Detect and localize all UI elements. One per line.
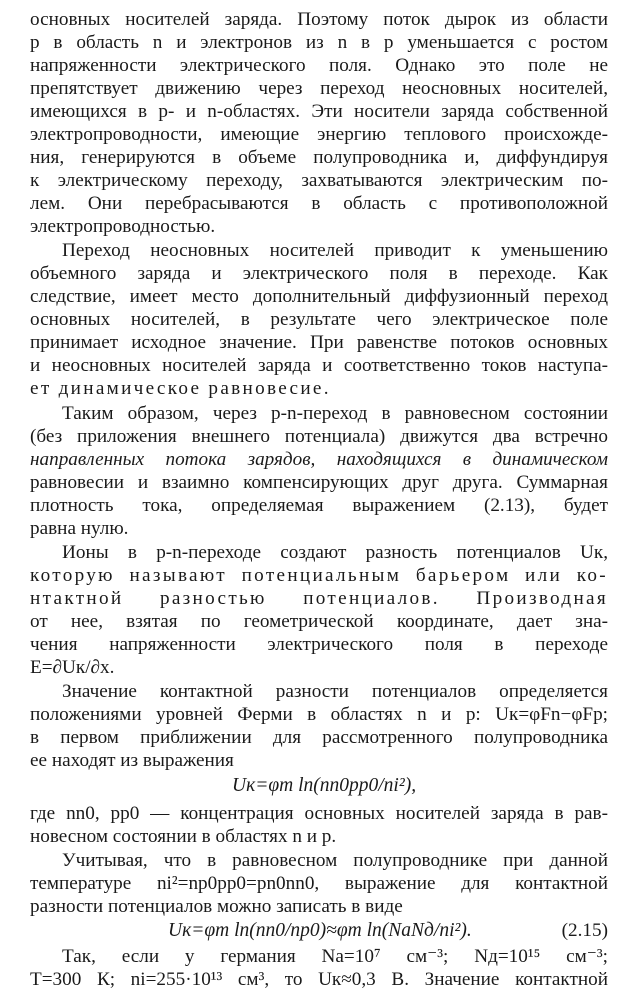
text-line: направленных потока зарядов, находящихся в динамическом — [30, 449, 608, 470]
text-line: нтактной разностью потенциалов. Производная — [30, 588, 608, 609]
text-line: разности потенциалов можно записать в виде — [30, 896, 403, 917]
text-line: которую называют потенциальным барьером или ко- — [30, 565, 608, 586]
text-line: ее находят из выражения — [30, 750, 234, 771]
text-line: чения напряженности электрического поля в переходе — [30, 634, 608, 655]
text-line: Ионы в p-n-переходе создают разность потенциалов Uк, — [62, 542, 608, 563]
text-line: и неосновных носителей заряда и соответственно токов наступа- — [30, 355, 608, 376]
text-line: имеющихся в p- и n-областях. Эти носители заряда собственной — [30, 101, 608, 122]
text-line: p в область n и электронов из n в p уменьшается с ростом — [30, 32, 608, 53]
text-line: в первом приближении для рассмотренного полупроводника — [30, 727, 608, 748]
text-line: следствие, имеет место дополнительный диффузионный переход — [30, 286, 608, 307]
text-line: Значение контактной разности потенциалов определяется — [62, 681, 608, 702]
text-line: Таким образом, через p-n-переход в равновесном состоянии — [62, 403, 608, 424]
text-line: Так, если у германия Nа=10⁷ см⁻³; Nд=10¹⁵ см⁻³; — [62, 946, 608, 967]
formula: Uк=φт ln(nn0pp0/ni²), — [232, 775, 417, 796]
text-line: к электрическому переходу, захватываются электрическим по- — [30, 170, 608, 191]
text-line: основных носителей заряда. Поэтому поток дырок из области — [30, 9, 608, 30]
text-line: основных носителей, в результате чего электрическое поле — [30, 309, 608, 330]
text-line: ния, генерируются в объеме полупроводника и, диффундируя — [30, 147, 608, 168]
text-line: где nn0, pp0 — концентрация основных носителей заряда в рав- — [30, 803, 608, 824]
text-line: плотность тока, определяемая выражением (2.13), будет — [30, 495, 608, 516]
text-line: объемного заряда и электрического поля в переходе. Как — [30, 263, 608, 284]
text-line: новесном состоянии в областях n и p. — [30, 826, 337, 847]
text-line: T=300 К; ni=255·10¹³ см³, то Uк≈0,3 В. Значение контактной — [30, 969, 608, 990]
text-line: температуре ni²=np0pp0=pn0nn0, выражение для контактной — [30, 873, 608, 894]
text-line: препятствует движению через переход неосновных носителей, — [30, 78, 608, 99]
formula: Uк=φт ln(nn0/np0)≈φт ln(NаNд/ni²). — [168, 920, 472, 941]
text-line: положениями уровней Ферми в областях n и p: Uк=φFn−φFp; — [30, 704, 608, 725]
text-line: ет динамическое равновесие. — [30, 378, 331, 399]
text-line: равна нулю. — [30, 518, 129, 539]
text-line: (без приложения внешнего потенциала) движутся два встречно — [30, 426, 608, 447]
text-line: Переход неосновных носителей приводит к уменьшению — [62, 240, 608, 261]
text-line: Учитывая, что в равновесном полупроводнике при данной — [62, 850, 608, 871]
text-line: равновесии и взаимно компенсирующих друг друга. Суммарная — [30, 472, 608, 493]
text-line: E=∂Uк/∂x. — [30, 657, 115, 678]
text-line: лем. Они перебрасываются в область с противоположной — [30, 193, 608, 214]
text-line: принимает исходное значение. При равенстве потоков основных — [30, 332, 608, 353]
text-line: электропроводности, имеющие энергию теплового происхожде- — [30, 124, 608, 145]
equation-number: (2.15) — [561, 920, 608, 941]
text-line: от нее, взятая по геометрической координате, дает зна- — [30, 611, 608, 632]
text-line: электропроводностью. — [30, 216, 216, 237]
text-line: напряженности электрического поля. Однако это поле не — [30, 55, 608, 76]
